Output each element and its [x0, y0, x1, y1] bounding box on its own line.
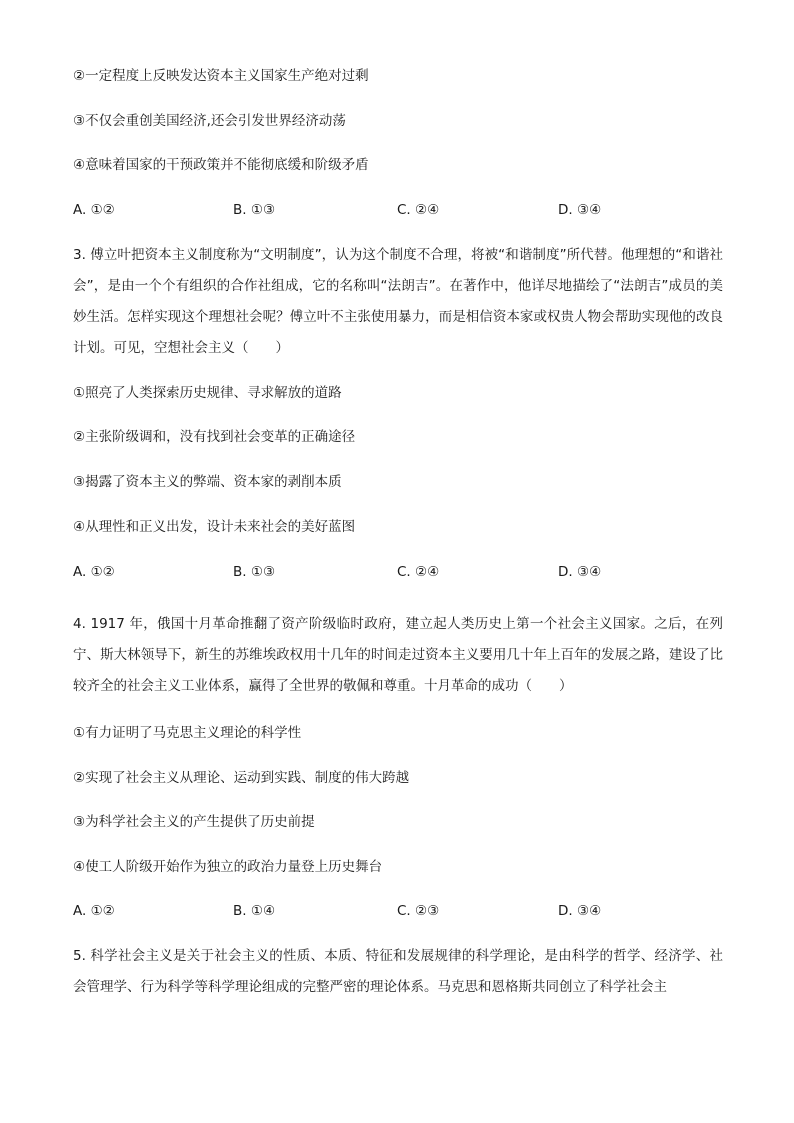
q3-stem: 3. 傅立叶把资本主义制度称为“文明制度”，认为这个制度不合理，将被“和谐制度”所代替。他理想的“和谐社会”，是由一个个有组织的合作社组成，它的名称叫“法朗吉”。在著作中，他详尽地描绘了“法朗吉”成员的美妙生活。怎样实现这个理想社会呢？傅立叶不主张使用暴力，而是相信资本家或权贵人物会帮助实现他的改良计划。可见，空想社会主义（ ） — [73, 247, 723, 356]
q3-item-1: ①照亮了人类探索历史规律、寻求解放的道路 — [73, 385, 342, 401]
q3-option-b: B. ①③ — [233, 564, 276, 580]
q3-options — [73, 563, 713, 581]
q2-option-c: C. ②④ — [397, 202, 440, 218]
q2-option-b: B. ①③ — [233, 202, 276, 218]
q3-option-c: C. ②④ — [397, 564, 440, 580]
q2-item-2: ②一定程度上反映发达资本主义国家生产绝对过剩 — [73, 68, 369, 84]
q2-option-d: D. ③④ — [558, 202, 602, 218]
q4-option-c: C. ②③ — [397, 903, 440, 919]
q4-item-2: ②实现了社会主义从理论、运动到实践、制度的伟大跨越 — [73, 770, 410, 786]
q3-option-a: A. ①② — [73, 564, 115, 580]
q4-options — [73, 902, 713, 920]
q3-item-2: ②主张阶级调和，没有找到社会变革的正确途径 — [73, 429, 356, 445]
q5-stem: 5. 科学社会主义是关于社会主义的性质、本质、特征和发展规律的科学理论，是由科学的哲学、经济学、社会管理学、行为科学等科学理论组成的完整严密的理论体系。马克思和恩格斯共同创立了科学社会主 — [73, 948, 723, 995]
q4-option-b: B. ①④ — [233, 903, 276, 919]
q2-item-3: ③不仅会重创美国经济,还会引发世界经济动荡 — [73, 113, 346, 129]
q3-option-d: D. ③④ — [558, 564, 602, 580]
q4-option-d: D. ③④ — [558, 903, 602, 919]
q4-item-4: ④使工人阶级开始作为独立的政治力量登上历史舞台 — [73, 859, 383, 875]
q2-item-4: ④意味着国家的干预政策并不能彻底缓和阶级矛盾 — [73, 157, 369, 173]
q2-options — [73, 201, 713, 219]
q3-item-3: ③揭露了资本主义的弊端、资本家的剥削本质 — [73, 474, 342, 490]
q4-item-3: ③为科学社会主义的产生提供了历史前提 — [73, 814, 315, 830]
q3-item-4: ④从理性和正义出发，设计未来社会的美好蓝图 — [73, 519, 356, 535]
q4-stem: 4. 1917 年，俄国十月革命推翻了资产阶级临时政府，建立起人类历史上第一个社会主义国家。之后，在列宁、斯大林领导下，新生的苏维埃政权用十几年的时间走过资本主义要用几十年上百年的发展之路，建设了比较齐全的社会主义工业体系，赢得了全世界的敬佩和尊重。十月革命的成功（ ） — [73, 616, 723, 694]
q2-option-a: A. ①② — [73, 202, 115, 218]
q4-option-a: A. ①② — [73, 903, 115, 919]
q4-item-1: ①有力证明了马克思主义理论的科学性 — [73, 725, 302, 741]
